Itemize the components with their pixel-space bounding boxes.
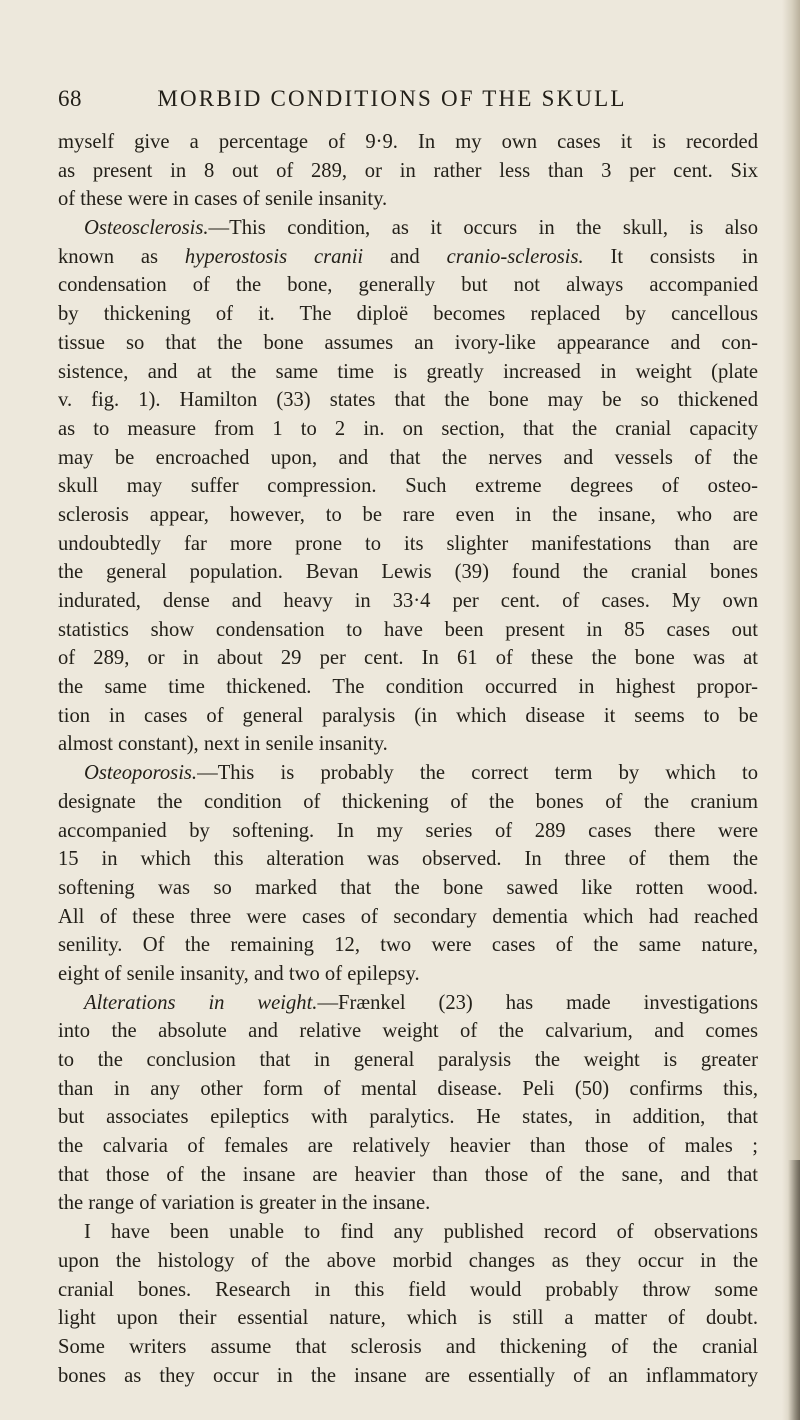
text-segment: statistics show condensation to have been present in 85 cases out [58, 618, 758, 641]
text-segment: the calvaria of females are relatively heavier than those of males ; [58, 1135, 758, 1158]
text-line [58, 759, 758, 788]
text-line [58, 1046, 758, 1075]
text-segment: It consists in [583, 245, 758, 268]
text-segment: but associates epileptics with paralytics. He states, in addition, that [58, 1106, 758, 1129]
text-segment: may be encroached upon, and that the nerves and vessels of the [58, 446, 758, 469]
text-segment: and [363, 245, 447, 268]
text-segment: I have been unable to find any published record of observations [84, 1221, 758, 1244]
text-segment: v. fig. 1). Hamilton (33) states that the bone may be so thickened [58, 389, 758, 412]
text-line [58, 530, 758, 559]
text-segment: tion in cases of general paralysis (in which disease it seems to be [58, 704, 758, 727]
text-line [58, 702, 758, 731]
text-segment: accompanied by softening. In my series of 289 cases there were [58, 819, 758, 842]
text-segment: eight of senile insanity, and two of epilepsy. [58, 962, 420, 985]
text-segment: undoubtedly far more prone to its slighter manifestations than are [58, 532, 758, 555]
text-line [58, 616, 758, 645]
text-line [58, 931, 758, 960]
text-line [58, 1103, 758, 1132]
text-line [58, 358, 758, 387]
text-segment: cranial bones. Research in this field would probably throw some [58, 1278, 758, 1301]
text-segment: tissue so that the bone assumes an ivory-like appearance and con- [58, 331, 758, 354]
text-line [58, 128, 758, 157]
text-segment: —This condition, as it occurs in the skull, is also [208, 217, 758, 240]
text-segment: Some writers assume that sclerosis and thickening of the cranial [58, 1335, 758, 1358]
page-header [58, 86, 718, 112]
text-segment: —This is probably the correct term by which to [197, 762, 758, 785]
text-line [58, 817, 758, 846]
text-segment: almost constant), next in senile insanity. [58, 733, 388, 756]
text-line [58, 874, 758, 903]
text-line [58, 1333, 758, 1362]
text-segment: designate the condition of thickening of the bones of the cranium [58, 790, 758, 813]
text-line [58, 1362, 758, 1391]
page-edge-dark-strip [788, 1160, 800, 1420]
text-segment: by thickening of it. The diploë becomes replaced by cancellous [58, 303, 758, 326]
text-line [58, 472, 758, 501]
text-segment: known as [58, 245, 185, 268]
text-segment: upon the histology of the above morbid changes as they occur in the [58, 1249, 758, 1272]
text-line [58, 157, 758, 186]
text-segment: senility. Of the remaining 12, two were cases of the same nature, [58, 934, 758, 957]
text-segment: to the conclusion that in general paralysis the weight is greater [58, 1049, 758, 1071]
text-segment: the same time thickened. The condition occurred in highest propor- [58, 676, 758, 699]
text-segment: light upon their essential nature, which is still a matter of doubt. [58, 1307, 758, 1330]
text-line [58, 558, 758, 587]
italic-term: Alterations in weight. [84, 991, 318, 1014]
text-segment: —Frænkel (23) has made investigations [317, 991, 758, 1014]
running-head: MORBID CONDITIONS OF THE SKULL [157, 86, 627, 111]
page-number: 68 [58, 86, 82, 111]
text-line [58, 185, 758, 214]
text-segment: as to measure from 1 to 2 in. on section, that the cranial capacity [58, 417, 758, 440]
text-segment: bones as they occur in the insane are essentially of an inflammatory [58, 1364, 758, 1387]
text-line [58, 644, 758, 673]
text-line [58, 1304, 758, 1333]
text-line [58, 845, 758, 874]
text-line [58, 271, 758, 300]
text-line [58, 960, 758, 989]
text-line [58, 415, 758, 444]
text-line [58, 673, 758, 702]
text-segment: condensation of the bone, generally but not always accompanied [58, 274, 758, 297]
text-segment: sistence, and at the same time is greatly increased in weight (plate [58, 360, 758, 383]
text-line [58, 1189, 758, 1218]
text-line [58, 214, 758, 243]
text-line [58, 903, 758, 932]
text-line [58, 501, 758, 530]
text-line [58, 329, 758, 358]
italic-term: hyperostosis cranii [184, 245, 364, 268]
text-segment: that those of the insane are heavier than those of the sane, and that [58, 1163, 758, 1186]
text-line [58, 444, 758, 473]
text-segment: the general population. Bevan Lewis (39) found the cranial bones [58, 561, 758, 584]
text-line [58, 300, 758, 329]
text-segment: of these were in cases of senile insanity. [58, 188, 388, 211]
text-line [58, 1218, 758, 1247]
italic-term: cranio-sclerosis. [446, 245, 584, 268]
text-line [58, 243, 758, 272]
text-line [58, 587, 758, 616]
text-segment: the range of variation is greater in the insane. [58, 1192, 431, 1215]
text-segment: All of these three were cases of secondary dementia which had reached [58, 905, 758, 928]
text-line [58, 788, 758, 817]
italic-term: Osteoporosis. [84, 762, 198, 785]
text-segment: into the absolute and relative weight of the calvarium, and comes [58, 1020, 758, 1043]
text-line [58, 989, 758, 1018]
italic-term: Osteosclerosis. [84, 217, 209, 240]
text-line [58, 1247, 758, 1276]
text-line [58, 1276, 758, 1305]
text-segment: 15 in which this alteration was observed. In three of them the [58, 848, 758, 871]
text-segment: as present in 8 out of 289, or in rather less than 3 per cent. Six [58, 159, 758, 182]
body-text [58, 128, 758, 1390]
text-line [58, 1075, 758, 1104]
text-line [58, 386, 758, 415]
text-segment: of 289, or in about 29 per cent. In 61 of these the bone was at [58, 647, 758, 670]
text-segment: than in any other form of mental disease. Peli (50) confirms this, [58, 1077, 758, 1100]
text-line [58, 1017, 758, 1046]
text-line [58, 1161, 758, 1190]
text-line [58, 730, 758, 759]
text-line [58, 1132, 758, 1161]
text-segment: sclerosis appear, however, to be rare even in the insane, who are [58, 503, 758, 526]
text-segment: myself give a percentage of 9·9. In my own cases it is recorded [58, 131, 758, 153]
text-segment: skull may suffer compression. Such extreme degrees of osteo- [58, 475, 758, 498]
text-segment: indurated, dense and heavy in 33·4 per cent. of cases. My own [58, 590, 758, 612]
text-segment: softening was so marked that the bone sawed like rotten wood. [58, 876, 758, 899]
